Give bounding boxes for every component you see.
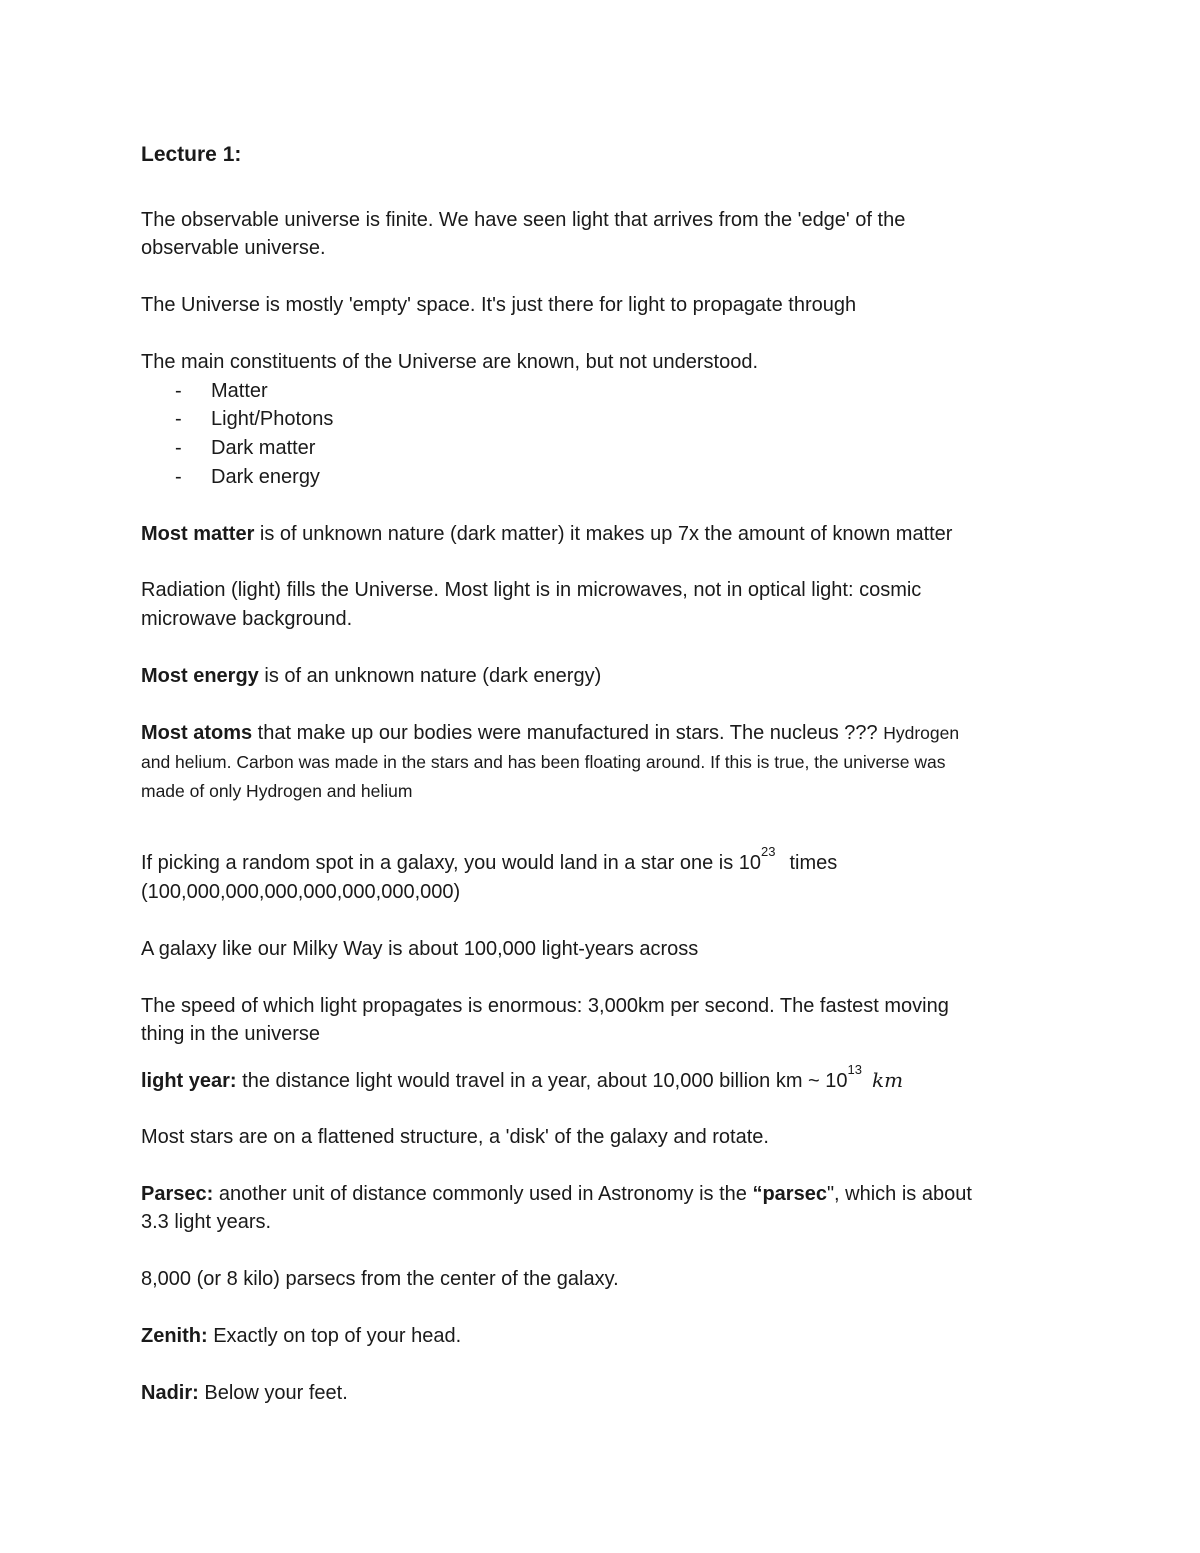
bold-term: Parsec:: [141, 1183, 214, 1205]
paragraph-disk: Most stars are on a flattened structure, a 'disk' of the galaxy and rotate.: [141, 1126, 769, 1148]
page-title: Lecture 1:: [141, 143, 242, 166]
paragraph-text: If picking a random spot in a galaxy, you would land in a star one is 10: [141, 852, 761, 874]
exponent: 13: [847, 1062, 862, 1078]
paragraph-most-atoms-line2: and helium. Carbon was made in the stars and has been floating around. If this is true, the universe was: [141, 752, 946, 772]
paragraph-text-small: Hydrogen: [883, 723, 960, 743]
bold-term: Most matter: [141, 523, 255, 545]
paragraph-text: another unit of distance commonly used in Astronomy is the: [213, 1183, 753, 1205]
paragraph-text: is of an unknown nature (dark energy): [258, 665, 602, 687]
bold-term: “parsec: [752, 1183, 827, 1205]
list-bullet: -: [175, 408, 182, 430]
list-item-label: Dark energy: [211, 466, 320, 488]
paragraph-milky-way: A galaxy like our Milky Way is about 100,000 light-years across: [141, 938, 699, 960]
list-item: [141, 434, 315, 462]
paragraph-radiation-line1: Radiation (light) fills the Universe. Most light is in microwaves, not in optical light: cosmic: [141, 579, 922, 601]
unit-km: km: [871, 1068, 904, 1092]
bold-term: Nadir:: [141, 1382, 199, 1404]
paragraph-text: Exactly on top of your head.: [207, 1325, 462, 1347]
bold-term: Zenith:: [141, 1325, 208, 1347]
list-item-label: Matter: [211, 380, 268, 402]
paragraph-nadir: [141, 1379, 348, 1407]
list-item-label: Light/Photons: [211, 408, 334, 430]
paragraph-constituents-intro: The main constituents of the Universe are known, but not understood.: [141, 351, 759, 373]
list-bullet: -: [175, 466, 182, 488]
list-item: [141, 405, 333, 433]
bold-term: light year:: [141, 1070, 237, 1092]
paragraph-kiloparsecs: 8,000 (or 8 kilo) parsecs from the center of the galaxy.: [141, 1268, 619, 1290]
paragraph-parsec-line2: 3.3 light years.: [141, 1211, 272, 1233]
paragraph-text: the distance light would travel in a year, about 10,000 billion km ~ 10: [236, 1070, 848, 1092]
paragraph-text: ", which is about: [826, 1183, 972, 1205]
paragraph-parsec-line1: [141, 1180, 972, 1208]
bold-term: Most energy: [141, 665, 259, 687]
list-bullet: -: [175, 437, 182, 459]
bold-term: Most atoms: [141, 722, 253, 744]
paragraph-most-energy: [141, 662, 601, 690]
paragraph-text: times: [789, 852, 838, 874]
list-item-label: Dark matter: [211, 437, 316, 459]
paragraph-observable-line2: observable universe.: [141, 237, 326, 259]
paragraph-speed-line1: The speed of which light propagates is enormous: 3,000km per second. The fastest moving: [141, 995, 949, 1017]
list-bullet: -: [175, 380, 182, 402]
paragraph-text: Below your feet.: [198, 1382, 348, 1404]
paragraph-most-atoms-line1: [141, 719, 959, 747]
list-item: [141, 463, 320, 491]
paragraph-random-spot-line1: [141, 844, 838, 877]
paragraph-light-year: [141, 1062, 904, 1095]
exponent: 23: [761, 844, 776, 860]
paragraph-most-atoms-line3: made of only Hydrogen and helium: [141, 781, 413, 801]
paragraph-observable-line1: The observable universe is finite. We have seen light that arrives from the 'edge' of the: [141, 209, 906, 231]
paragraph-speed-line2: thing in the universe: [141, 1023, 321, 1045]
paragraph-empty-space: The Universe is mostly 'empty' space. It's just there for light to propagate through: [141, 294, 857, 316]
list-item: [141, 377, 268, 405]
paragraph-radiation-line2: microwave background.: [141, 608, 353, 630]
paragraph-text: that make up our bodies were manufactured in stars. The nucleus ???: [252, 722, 884, 744]
paragraph-text: is of unknown nature (dark matter) it makes up 7x the amount of known matter: [254, 523, 953, 545]
paragraph-most-matter: [141, 520, 952, 548]
paragraph-random-spot-line2: (100,000,000,000,000,000,000,000): [141, 881, 461, 903]
paragraph-zenith: [141, 1322, 461, 1350]
